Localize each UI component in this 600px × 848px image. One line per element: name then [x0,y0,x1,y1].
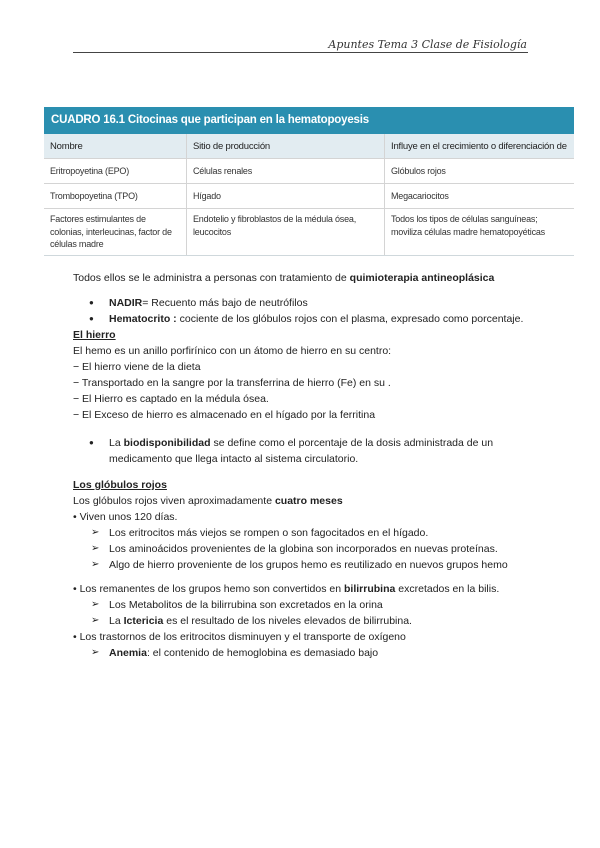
table-cell: Glóbulos rojos [385,159,575,184]
text: La [109,615,124,627]
text: • Los remanentes de los grupos hemo son convertidos en [73,583,345,595]
table-cell: Endotelio y fibroblastos de la médula ósea, leucocitos [187,209,385,255]
table-cell: Hígado [187,184,385,209]
hierro-line: − El Hierro es captado en la médula ósea. [73,393,269,405]
text: Los glóbulos rojos viven aproximadamente [73,495,275,507]
list-item: ➢ Algo de hierro proveniente de los grupos hemo es reutilizado en nuevos grupos hemo [73,557,543,573]
section-heading-hierro: El hierro [73,329,116,341]
bold-text: cuatro meses [274,495,343,507]
intro-bold: quimioterapia antineoplásica [349,272,495,284]
column-header: Influye en el crecimiento o diferenciación de [385,134,575,159]
intro-paragraph [73,270,543,286]
list-item: ➢ Los eritrocitos más viejos se rompen o son fagocitados en el hígado. [73,525,543,541]
column-header: Sitio de producción [187,134,385,159]
list-item: ➢ Los aminoácidos provenientes de la globina son incorporados en nuevas proteínas. [73,541,543,557]
text: excretados en la bilis. [395,583,500,595]
text: : el contenido de hemoglobina es demasiado bajo [146,647,379,659]
table-row [44,159,574,184]
globulos-line: • Los trastornos de los eritrocitos disminuyen y el transporte de oxígeno [73,631,406,643]
table-cell: Células renales [187,159,385,184]
section-heading-globulos: Los glóbulos rojos [73,479,167,491]
hierro-line: − Transportado en la sangre por la transferrina de hierro (Fe) en su . [73,377,391,389]
term-hematocrito: Hematocrito : [109,313,177,325]
spacer [73,573,543,581]
intro-text: Todos ellos se le administra a personas con tratamiento de [73,272,350,284]
hierro-line: − El Exceso de hierro es almacenado en el hígado por la ferritina [73,409,376,421]
term-nadir: NADIR [109,297,143,309]
list-item [73,295,543,311]
biodisponibilidad-list [73,435,543,467]
table-cell: Factores estimulantes de colonias, interleucinas, factor de células madre [44,209,187,255]
arrow-list [73,645,543,661]
table-cell: Eritropoyetina (EPO) [44,159,187,184]
text: se define como el porcentaje de la dosis administrada de un medicamento que llega intacto al sistema circulatorio. [109,437,494,465]
list-item [73,311,543,327]
table-row [44,184,574,209]
arrow-list [73,597,543,629]
hierro-line: El hemo es un anillo porfirínico con un átomo de hierro en su centro: [73,345,392,357]
list-item [73,613,543,629]
text: Los Metabolitos de la bilirrubina son excretados en la orina [109,599,383,611]
list-item [73,435,543,467]
term-anemia: Anemia [109,647,147,659]
table-cell: Trombopoyetina (TPO) [44,184,187,209]
table-caption: CUADRO 16.1 Citocinas que participan en la hematopoyesis [44,107,574,134]
text: La [109,437,124,449]
column-header: Nombre [44,134,187,159]
table-cell: Megacariocitos [385,184,575,209]
term-biodisponibilidad: biodisponibilidad [123,437,211,449]
spacer [73,467,543,477]
document-header-title: Apuntes Tema 3 Clase de Fisiología [328,38,527,51]
definitions-list [73,295,543,327]
term-ictericia: Ictericia [123,615,164,627]
table-row [44,209,574,255]
table-cell: Todos los tipos de células sanguíneas; moviliza células madre hematopoyéticas [385,209,575,255]
definition-text: cociente de los glóbulos rojos con el plasma, expresado como porcentaje. [176,313,524,325]
list-item [73,645,543,661]
definition-text: = Recuento más bajo de neutrófilos [142,297,308,309]
cytokines-table-figure [44,107,574,256]
arrow-list [73,525,543,573]
globulos-line: • Viven unos 120 días. [73,511,178,523]
document-body [73,270,543,661]
text: es el resultado de los niveles elevados de bilirrubina. [163,615,412,627]
table-header-row [44,134,574,159]
hierro-line: − El hierro viene de la dieta [73,361,201,373]
list-item [73,597,543,613]
cytokines-table [44,134,574,255]
globulos-line [73,581,543,597]
bold-text: bilirrubina [344,583,396,595]
header-divider [73,52,528,53]
globulos-line [73,493,543,509]
